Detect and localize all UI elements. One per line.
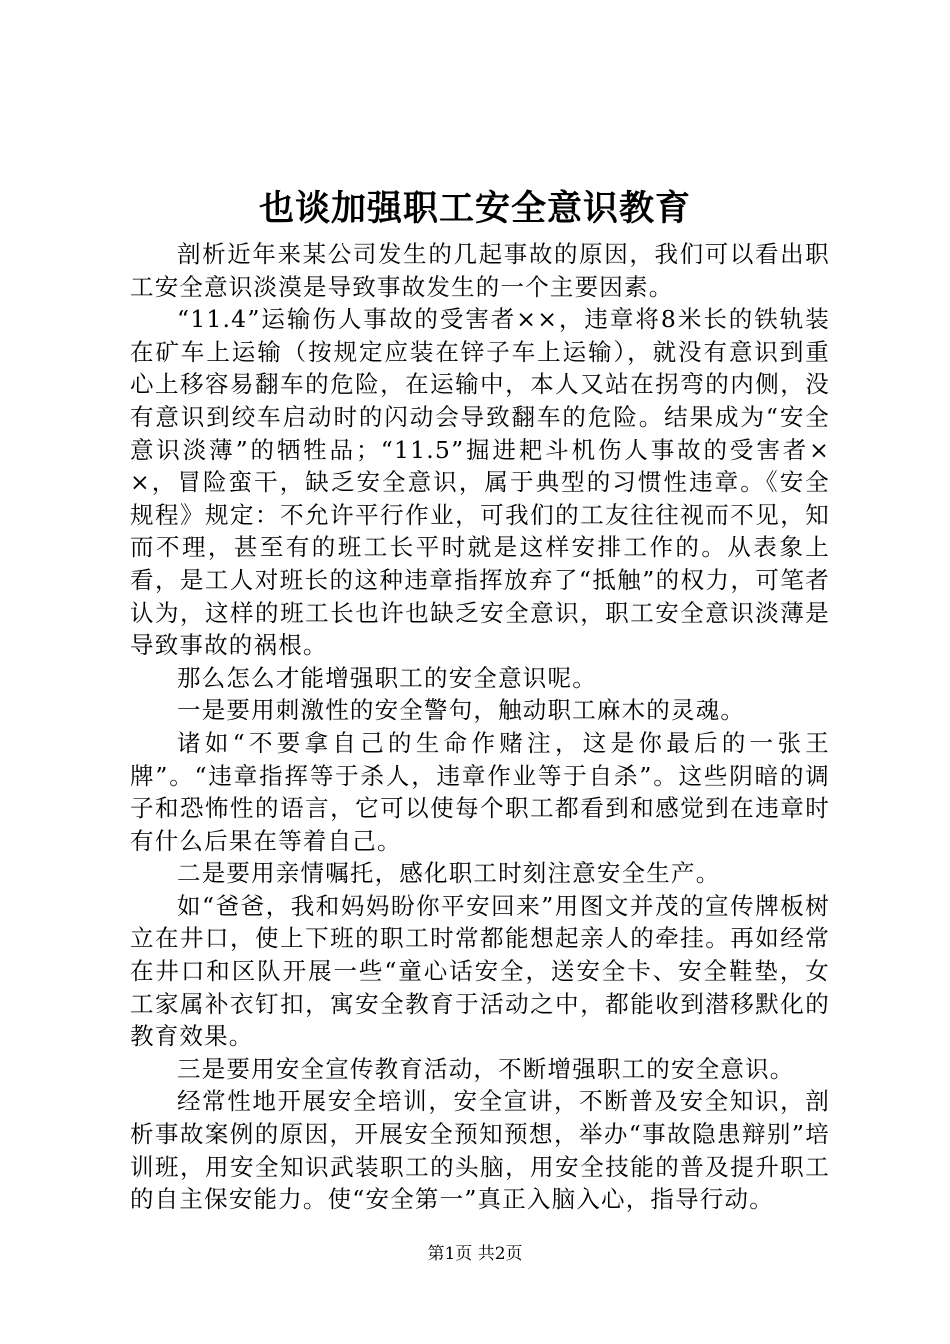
paragraph-1: 剖析近年来某公司发生的几起事故的原因，我们可以看出职工安全意识淡漠是导致事故发生的一个主要因素。: [130, 240, 830, 301]
page-title: 也谈加强职工安全意识教育: [258, 188, 691, 229]
page-number-footer: 第1页 共2页: [427, 1244, 523, 1264]
paragraph-3: 那么怎么才能增强职工的安全意识呢。: [177, 663, 597, 692]
document-body: [130, 238, 830, 1216]
paragraph-4: 一是要用刺激性的安全警句，触动职工麻木的灵魂。: [177, 696, 746, 725]
paragraph-8: 三是要用安全宣传教育活动，不断增强职工的安全意识。: [177, 1054, 795, 1083]
paragraph-5: 诸如“不要拿自己的生命作赌注，这是你最后的一张王牌”。“违章指挥等于杀人，违章作业等于自杀”。这些阴暗的调子和恐怖性的语言，它可以使每个职工都看到和感觉到在违章时有什么后果在等着自己。: [130, 728, 830, 855]
paragraph-6: 二是要用亲情嘱托，感化职工时刻注意安全生产。: [177, 859, 721, 888]
paragraph-2: “11.4”运输伤人事故的受害者××，违章将8米长的铁轨装在矿车上运输（按规定应装在锌子车上运输），就没有意识到重心上移容易翻车的危险，在运输中，本人又站在拐弯的内侧，没有意识到绞车启动时的闪动会导致翻车的危险。结果成为“安全意识淡薄”的牺牲品；“11.5”掘进耙斗机伤人事故的受害者××，冒险蛮干，缺乏安全意识，属于典型的习惯性违章。《安全规程》规定：不允许平行作业，可我们的工友往往视而不见，知而不理，甚至有的班工长平时就是这样安排工作的。从表象上看，是工人对班长的这种违章指挥放弃了“抵触”的权力，可笔者认为，这样的班工长也许也缺乏安全意识，职工安全意识淡薄是导致事故的祸根。: [130, 305, 830, 660]
paragraph-7: 如“爸爸，我和妈妈盼你平安回来”用图文并茂的宣传牌板树立在井口，使上下班的职工时常都能想起亲人的牵挂。再如经常在井口和区队开展一些“童心话安全，送安全卡、安全鞋垫，女工家属补衣钉扣，寓安全教育于活动之中，都能收到潜移默化的教育效果。: [130, 891, 830, 1051]
paragraph-9: 经常性地开展安全培训，安全宣讲，不断普及安全知识，剖析事故案例的原因，开展安全预知预想，举办“事故隐患辩别”培训班，用安全知识武装职工的头脑，用安全技能的普及提升职工的自主保安能力。使“安全第一”真正入脑入心，指导行动。: [130, 1087, 830, 1214]
